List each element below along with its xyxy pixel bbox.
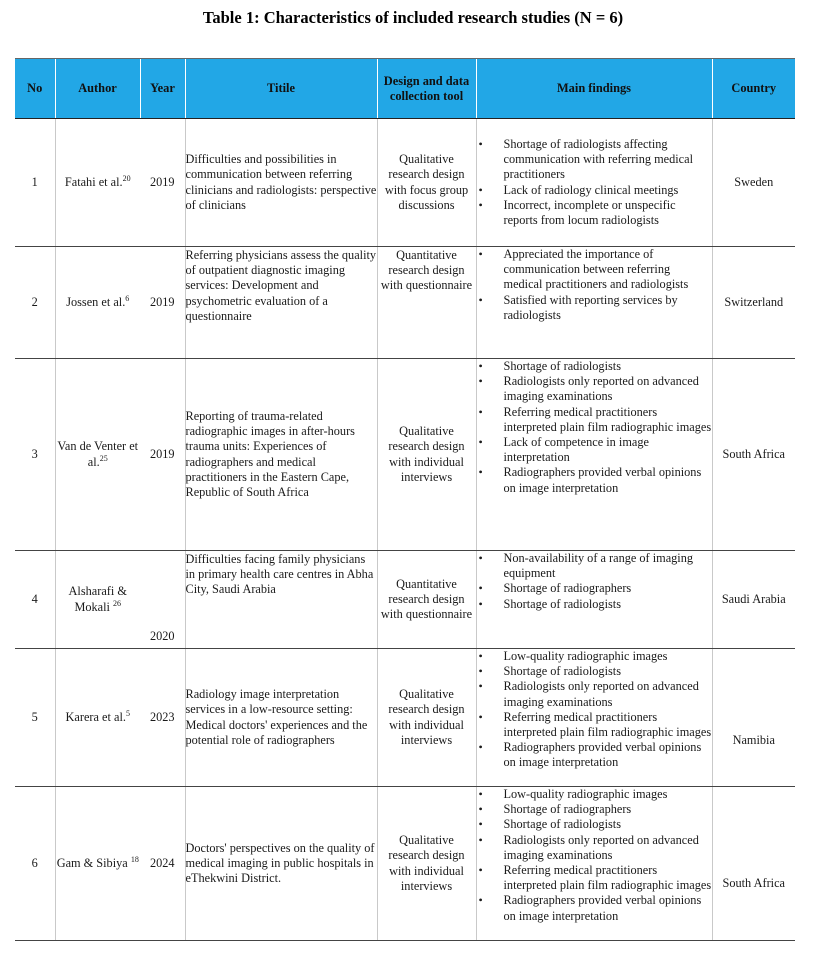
cell-findings [476, 649, 712, 787]
cell-author [55, 551, 140, 649]
cell-title: Difficulties facing family physicians in primary health care centres in Abha City, Saudi Arabia [185, 551, 377, 649]
cell-findings [476, 551, 712, 649]
cell-author [55, 787, 140, 941]
cell-country: Saudi Arabia [712, 551, 795, 649]
header-title: Titile [185, 59, 377, 119]
table-row [15, 649, 795, 787]
cell-design: Qualitative research design with individual interviews [377, 787, 476, 941]
cell-findings [476, 247, 712, 359]
cell-findings [476, 359, 712, 551]
cell-findings [476, 787, 712, 941]
finding-item: • Shortage of radiographers [477, 802, 712, 817]
table-caption-text: : Characteristics of included research studies (N = 6) [254, 8, 624, 27]
header-no: No [15, 59, 55, 119]
finding-item: • Low-quality radiographic images [477, 649, 712, 664]
cell-no: 6 [15, 787, 55, 941]
cell-findings [476, 119, 712, 247]
cell-year: 2019 [140, 359, 185, 551]
cell-title: Difficulties and possibilities in communication between referring clinicians and radiologists: perspective of clinicians [185, 119, 377, 247]
finding-item: • Incorrect, incomplete or unspecific reports from locum radiologists [477, 198, 712, 228]
cell-author [55, 247, 140, 359]
findings-list [477, 551, 712, 612]
author-name: Karera et al. [65, 709, 126, 724]
finding-item: • Radiographers provided verbal opinions on image interpretation [477, 740, 712, 770]
finding-item: • Shortage of radiographers [477, 581, 712, 596]
cell-country: Switzerland [712, 247, 795, 359]
header-country: Country [712, 59, 795, 119]
table-row [15, 247, 795, 359]
cell-author [55, 359, 140, 551]
table-caption-label: Table 1 [202, 8, 255, 27]
author-ref: 5 [125, 708, 130, 718]
cell-design: Qualitative research design with focus group discussions [377, 119, 476, 247]
cell-title: Referring physicians assess the quality of outpatient diagnostic imaging services: Development and psychometric evaluation of a questionnaire [185, 247, 377, 359]
header-row [15, 59, 795, 119]
findings-list [477, 649, 712, 771]
table-caption [0, 8, 826, 28]
header-findings: Main findings [476, 59, 712, 119]
cell-year: 2020 [140, 551, 185, 649]
finding-item: • Low-quality radiographic images [477, 787, 712, 802]
author-ref: 26 [113, 598, 122, 608]
finding-item: • Radiographers provided verbal opinions on image interpretation [477, 893, 712, 923]
author-ref: 6 [125, 293, 130, 303]
cell-year: 2019 [140, 119, 185, 247]
findings-list [477, 137, 712, 228]
author-ref: 20 [122, 173, 131, 183]
cell-title: Doctors' perspectives on the quality of medical imaging in public hospitals in eThekwini District. [185, 787, 377, 941]
table-row [15, 359, 795, 551]
cell-design: Qualitative research design with individual interviews [377, 649, 476, 787]
table-row [15, 119, 795, 247]
cell-no: 1 [15, 119, 55, 247]
cell-country: South Africa [712, 359, 795, 551]
author-name: Alsharafi & Mokali [68, 584, 127, 614]
table-row [15, 551, 795, 649]
cell-design: Quantitative research design with questionnaire [377, 551, 476, 649]
finding-item: • Shortage of radiologists [477, 664, 712, 679]
cell-year: 2023 [140, 649, 185, 787]
findings-list [477, 247, 712, 323]
cell-year: 2024 [140, 787, 185, 941]
finding-item: • Shortage of radiologists [477, 597, 712, 612]
finding-item: • Shortage of radiologists [477, 817, 712, 832]
author-name: Van de Venter et al. [57, 439, 139, 469]
finding-item: • Radiologists only reported on advanced imaging examinations [477, 833, 712, 863]
author-name: Jossen et al. [66, 294, 126, 309]
cell-design: Qualitative research design with individual interviews [377, 359, 476, 551]
finding-item: • Radiographers provided verbal opinions on image interpretation [477, 465, 712, 495]
cell-year: 2019 [140, 247, 185, 359]
findings-list [477, 359, 712, 496]
cell-no: 3 [15, 359, 55, 551]
cell-title: Radiology image interpretation services in a low-resource setting: Medical doctors' experiences and the potential role of radiographers [185, 649, 377, 787]
cell-country: Sweden [712, 119, 795, 247]
header-author: Author [55, 59, 140, 119]
cell-no: 5 [15, 649, 55, 787]
finding-item: • Shortage of radiologists [477, 359, 712, 374]
finding-item: • Referring medical practitioners interpreted plain film radiographic images [477, 405, 712, 435]
cell-design: Quantitative research design with questionnaire [377, 247, 476, 359]
finding-item: • Lack of radiology clinical meetings [477, 183, 712, 198]
author-ref: 25 [99, 453, 108, 463]
finding-item: • Non-availability of a range of imaging equipment [477, 551, 712, 581]
finding-item: • Shortage of radiologists affecting communication with referring medical practitioners [477, 137, 712, 183]
cell-no: 2 [15, 247, 55, 359]
author-name: Fatahi et al. [64, 174, 123, 189]
cell-no: 4 [15, 551, 55, 649]
finding-item: • Radiologists only reported on advanced imaging examinations [477, 374, 712, 404]
studies-table [15, 58, 795, 941]
author-name: Gam & Sibiya [56, 855, 128, 870]
finding-item: • Lack of competence in image interpretation [477, 435, 712, 465]
cell-title: Reporting of trauma-related radiographic images in after-hours trauma units: Experiences of radiographers and medical practitioners in the Eastern Cape, Republic of South Africa [185, 359, 377, 551]
findings-list [477, 787, 712, 924]
header-year: Year [140, 59, 185, 119]
cell-author [55, 119, 140, 247]
finding-item: • Referring medical practitioners interpreted plain film radiographic images [477, 710, 712, 740]
cell-author [55, 649, 140, 787]
finding-item: • Radiologists only reported on advanced imaging examinations [477, 679, 712, 709]
cell-country: Namibia [712, 649, 795, 787]
cell-country: South Africa [712, 787, 795, 941]
finding-item: • Referring medical practitioners interpreted plain film radiographic images [477, 863, 712, 893]
author-ref: 18 [130, 854, 139, 864]
finding-item: • Appreciated the importance of communication between referring medical practitioners and radiologists [477, 247, 712, 293]
header-design: Design and data collection tool [377, 59, 476, 119]
table-row [15, 787, 795, 941]
finding-item: • Satisfied with reporting services by radiologists [477, 293, 712, 323]
